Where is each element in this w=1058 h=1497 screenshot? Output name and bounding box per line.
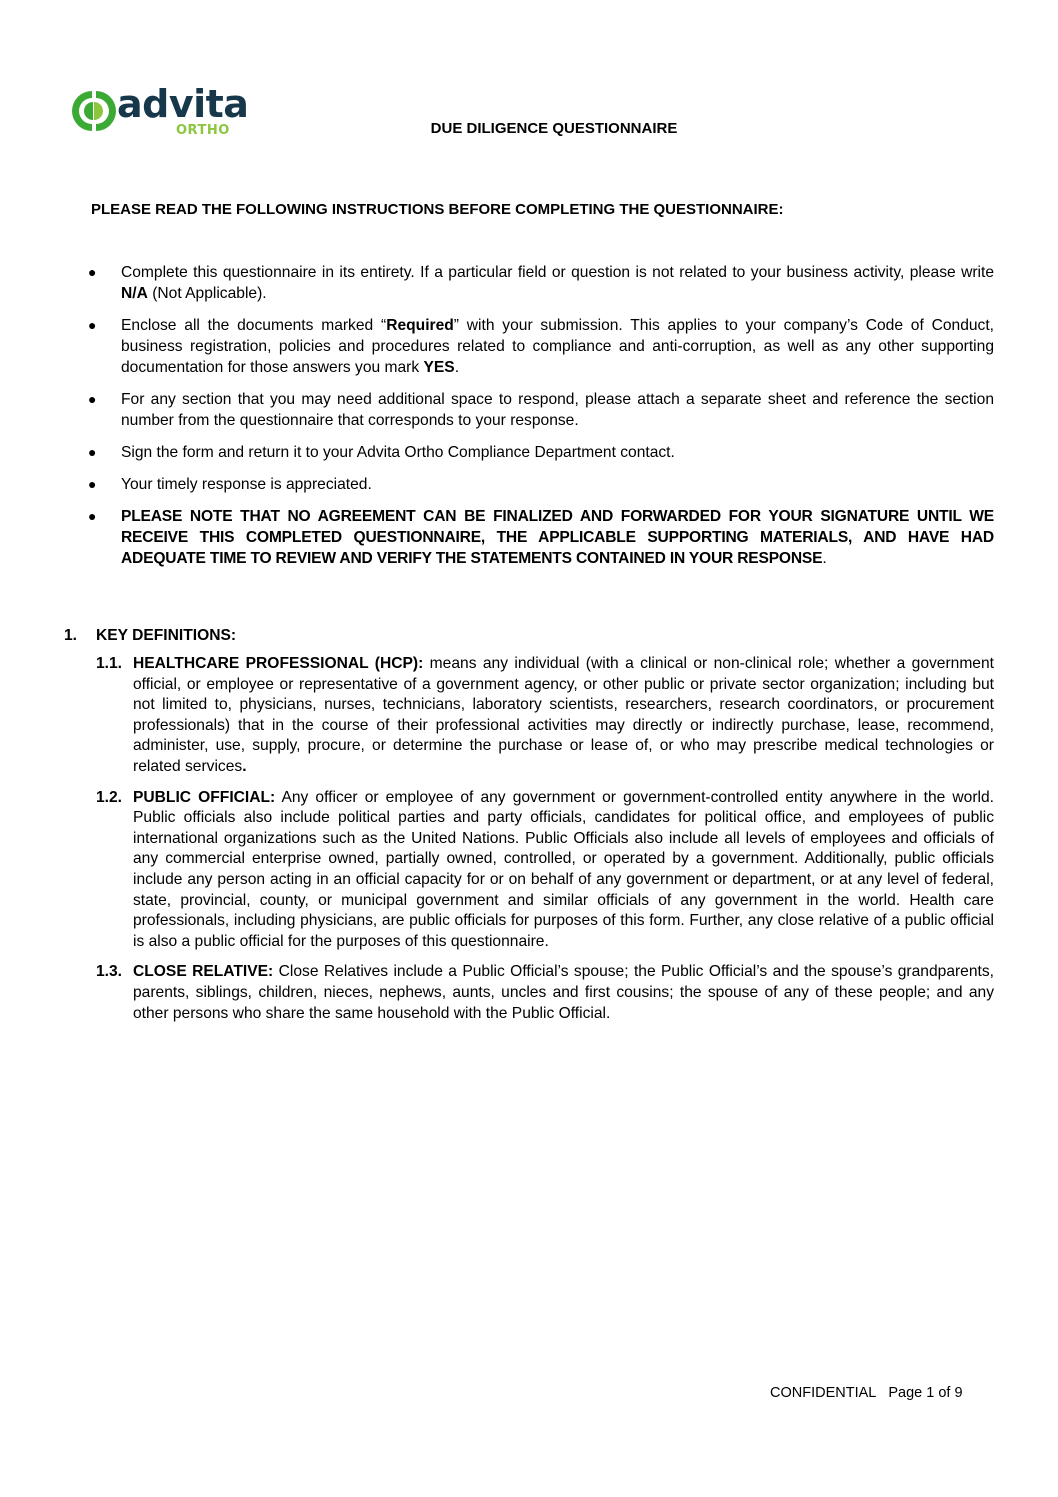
bullet-icon: ● xyxy=(88,476,97,492)
instruction-item: ● For any section that you may need additional space to respond, please attach a separate sheet and reference the section number from the questionnaire that corresponds to your response. xyxy=(88,391,994,429)
page-number: Page 1 of 9 xyxy=(888,1385,963,1401)
bullet-icon: ● xyxy=(88,317,97,333)
logo-sub-text: ORTHO xyxy=(176,123,230,138)
bullet-icon: ● xyxy=(88,444,97,460)
definition-hcp: 1.1. HEALTHCARE PROFESSIONAL (HCP): means any individual (with a clinical or non-clinical role; whether a government official, or employee or representative of a government agency, or other public or private sector organization; including but not limited to, physicians, nurses, technicians, laboratory scientists, researchers, research coordinators, or procurement professionals) that in the course of their professional activities may directly or indirectly purchase, lease, recommend, administer, use, supply, procure, or determine the purchase or lease of, or who may prescribe medical technologies or related services. xyxy=(96,655,994,775)
instructions-heading: PLEASE READ THE FOLLOWING INSTRUCTIONS BEFORE COMPLETING THE QUESTIONNAIRE: xyxy=(91,201,784,218)
page-footer xyxy=(770,1385,963,1401)
bullet-icon: ● xyxy=(88,508,97,524)
instruction-item: ● Sign the form and return it to your Advita Ortho Compliance Department contact. xyxy=(88,444,675,461)
section-key-definitions xyxy=(64,627,994,1034)
document-title: DUE DILIGENCE QUESTIONNAIRE xyxy=(430,120,678,137)
section-heading: 1. KEY DEFINITIONS: xyxy=(64,627,237,644)
instructions-list xyxy=(88,262,994,580)
confidential-label: CONFIDENTIAL xyxy=(770,1385,877,1401)
instruction-item: ● Your timely response is appreciated. xyxy=(88,476,372,493)
bullet-icon: ● xyxy=(88,264,97,280)
bullet-icon: ● xyxy=(88,391,97,407)
instruction-item: ● Complete this questionnaire in its entirety. If a particular field or question is not related to your business activity, please write N/A (Not Applicable). xyxy=(88,264,994,302)
definition-close-relative: 1.3. CLOSE RELATIVE: Close Relatives include a Public Official’s spouse; the Public Official’s and the spouse’s grandparents, parents, siblings, children, nieces, nephews, aunts, uncles and first cousins; the spouse of any of these people; and any other persons who share the same household with the Public Official. xyxy=(96,963,994,1022)
instruction-item: ● Enclose all the documents marked “Required” with your submission. This applies to your company’s Code of Conduct, business registration, policies and procedures related to compliance and anti-corruption, as well as any other supporting documentation for those answers you mark YES. xyxy=(88,317,994,376)
definition-public-official: 1.2. PUBLIC OFFICIAL: Any officer or employee of any government or government-controlled entity anywhere in the world. Public officials also include political parties and party officials, candidates for political office, and employees of public international organizations such as the United Nations. Public Officials also include all levels of employees and officials of any commercial enterprise owned, partially owned, controlled, or operated by a government. Additionally, public officials include any person acting in an official capacity for or on behalf of any government or department, or at any level of federal, state, provincial, county, or municipal government and similar officials of any government in the world. Health care professionals, including physicians, are public officials for purposes of this form. Further, any close relative of a public official is also a public official for the purposes of this questionnaire. xyxy=(96,788,994,950)
instruction-item-notice: ● PLEASE NOTE THAT NO AGREEMENT CAN BE FINALIZED AND FORWARDED FOR YOUR SIGNATURE UNTIL WE RECEIVE THIS COMPLETED QUESTIONNAIRE, THE APPLICABLE SUPPORTING MATERIALS, AND HAVE HAD ADEQUATE TIME TO REVIEW AND VERIFY THE STATEMENTS CONTAINED IN YOUR RESPONSE. xyxy=(88,508,994,567)
logo-brand-text: advita xyxy=(117,82,249,126)
